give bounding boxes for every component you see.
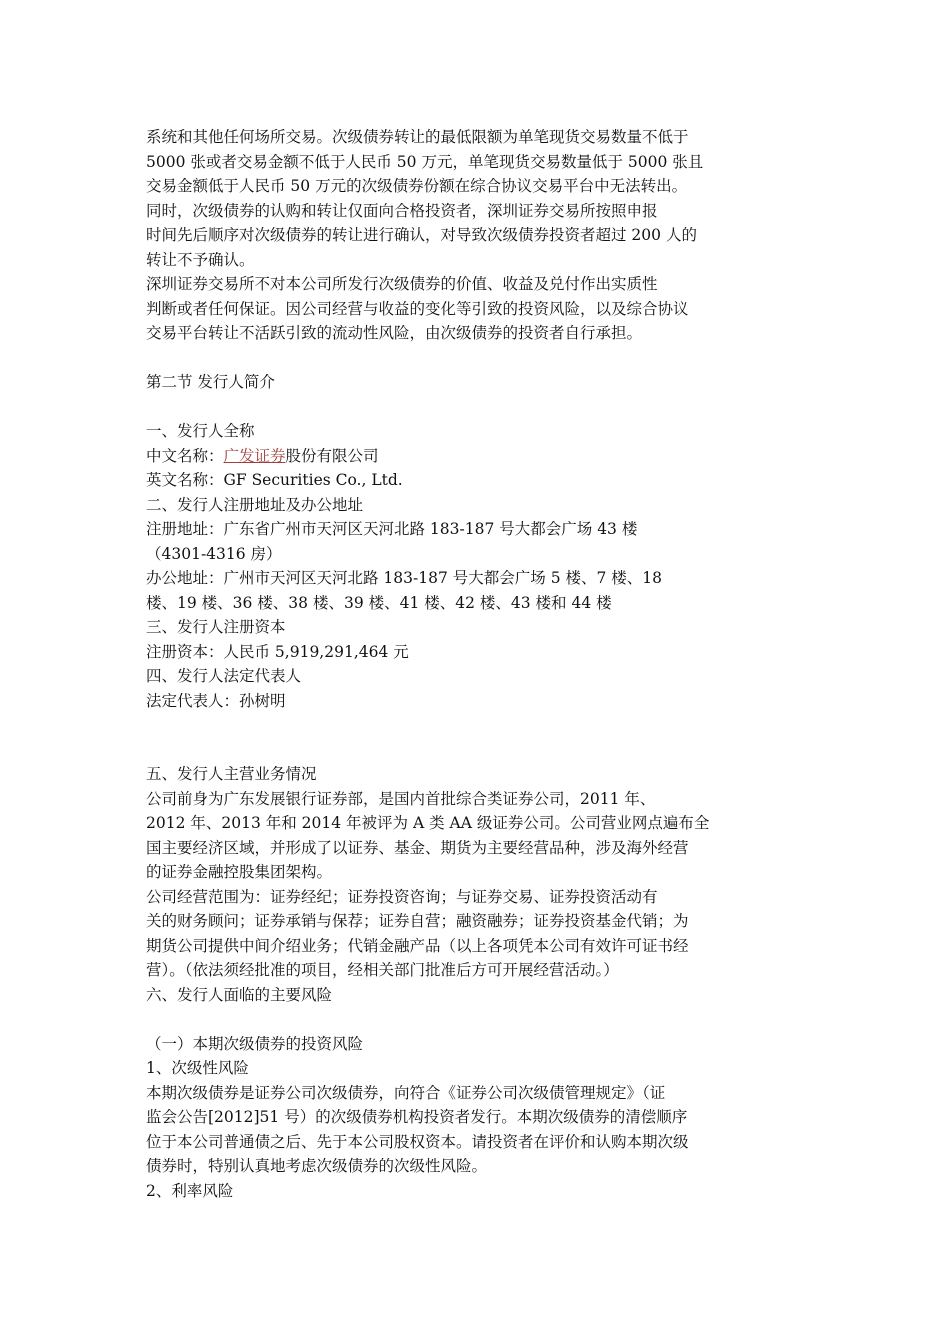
subsection-heading: 1、次级性风险 <box>146 1059 249 1077</box>
subsection-heading: 一、发行人全称 <box>146 422 255 440</box>
text-line: 英文名称：GF Securities Co., Ltd. <box>146 471 403 489</box>
text-line: 国主要经济区域，并形成了以证券、基金、期货为主要经营品种，涉及海外经营 <box>146 838 689 857</box>
subsection-heading: 四、发行人法定代表人 <box>146 667 302 685</box>
text-line: 时间先后顺序对次级债券的转让进行确认，对导致次级债券投资者超过 200 人的 <box>146 226 697 244</box>
subsection-heading: 2、利率风险 <box>146 1181 234 1200</box>
text-line: 债券时，特别认真地考虑次级债券的次级性风险。 <box>146 1157 488 1175</box>
text-line: 监会公告[2012]51 号）的次级债券机构投资者发行。本期次级债券的清偿顺序 <box>146 1108 688 1126</box>
company-link[interactable]: 广发证券 <box>223 446 286 465</box>
text-line: 交易金额低于人民币 50 万元的次级债券份额在综合协议交易平台中无法转出。 <box>146 177 688 195</box>
text-line: 判断或者任何保证。因公司经营与收益的变化等引致的投资风险，以及综合协议 <box>146 299 689 318</box>
text-line: 楼、19 楼、36 楼、38 楼、39 楼、41 楼、42 楼、43 楼和 44 楼 <box>146 593 612 612</box>
subsection-heading: （一）本期次级债券的投资风险 <box>146 1034 364 1053</box>
chinese-name-rest: 股份有限公司 <box>285 446 379 465</box>
blank-line <box>146 346 746 371</box>
document-body <box>146 125 746 1203</box>
subsection-heading: 六、发行人面临的主要风险 <box>146 985 333 1004</box>
blank-line <box>146 1007 746 1032</box>
text-line: 办公地址：广州市天河区天河北路 183-187 号大都会广场 5 楼、7 楼、18 <box>146 569 662 587</box>
text-line: 转让不予确认。 <box>146 250 255 269</box>
text-line: 注册地址：广东省广州市天河区天河北路 183-187 号大都会广场 43 楼 <box>146 520 638 538</box>
text-line: 位于本公司普通债之后、先于本公司股权资本。请投资者在评价和认购本期次级 <box>146 1132 689 1151</box>
blank-line <box>146 395 746 420</box>
text-line: 系统和其他任何场所交易。次级债券转让的最低限额为单笔现货交易数量不低于 <box>146 128 689 146</box>
blank-line <box>146 738 746 763</box>
text-line: 期货公司提供中间介绍业务；代销金融产品（以上各项凭本公司有效许可证书经 <box>146 936 689 955</box>
text-line: 同时，次级债券的认购和转让仅面向合格投资者，深圳证券交易所按照申报 <box>146 201 658 220</box>
text-line: （4301-4316 房） <box>146 544 282 563</box>
subsection-heading: 三、发行人注册资本 <box>146 618 286 636</box>
text-line: 关的财务顾问；证券承销与保荐；证券自营；融资融券；证券投资基金代销；为 <box>146 912 689 930</box>
text-line: 5000 张或者交易金额不低于人民币 50 万元，单笔现货交易数量低于 5000 张且 <box>146 152 704 171</box>
text-line: 的证券金融控股集团架构。 <box>146 863 333 881</box>
text-line: 营）。（依法须经批准的项目，经相关部门批准后方可开展经营活动。） <box>146 961 619 979</box>
text-line: 本期次级债券是证券公司次级债券，向符合《证券公司次级债管理规定》（证 <box>146 1083 666 1102</box>
text-line: 公司经营范围为：证券经纪；证券投资咨询；与证券交易、证券投资活动有 <box>146 887 658 906</box>
text-line: 深圳证券交易所不对本公司所发行次级债券的价值、收益及兑付作出实质性 <box>146 275 658 293</box>
text-line: 公司前身为广东发展银行证券部，是国内首批综合类证券公司，2011 年、 <box>146 789 656 808</box>
text-line: 2012 年、2013 年和 2014 年被评为 A 类 AA 级证券公司。公司营业网点遍布全 <box>146 814 710 832</box>
chinese-name-label: 中文名称： <box>146 446 224 465</box>
chinese-name-line <box>146 444 746 469</box>
text-line: 法定代表人：孙树明 <box>146 691 286 710</box>
text-line: 注册资本：人民币 5,919,291,464 元 <box>146 642 409 661</box>
blank-line <box>146 713 746 738</box>
text-line: 交易平台转让不活跃引致的流动性风险，由次级债券的投资者自行承担。 <box>146 324 643 342</box>
subsection-heading: 二、发行人注册地址及办公地址 <box>146 495 364 514</box>
section-heading: 第二节 发行人简介 <box>146 373 275 391</box>
subsection-heading: 五、发行人主营业务情况 <box>146 765 317 783</box>
